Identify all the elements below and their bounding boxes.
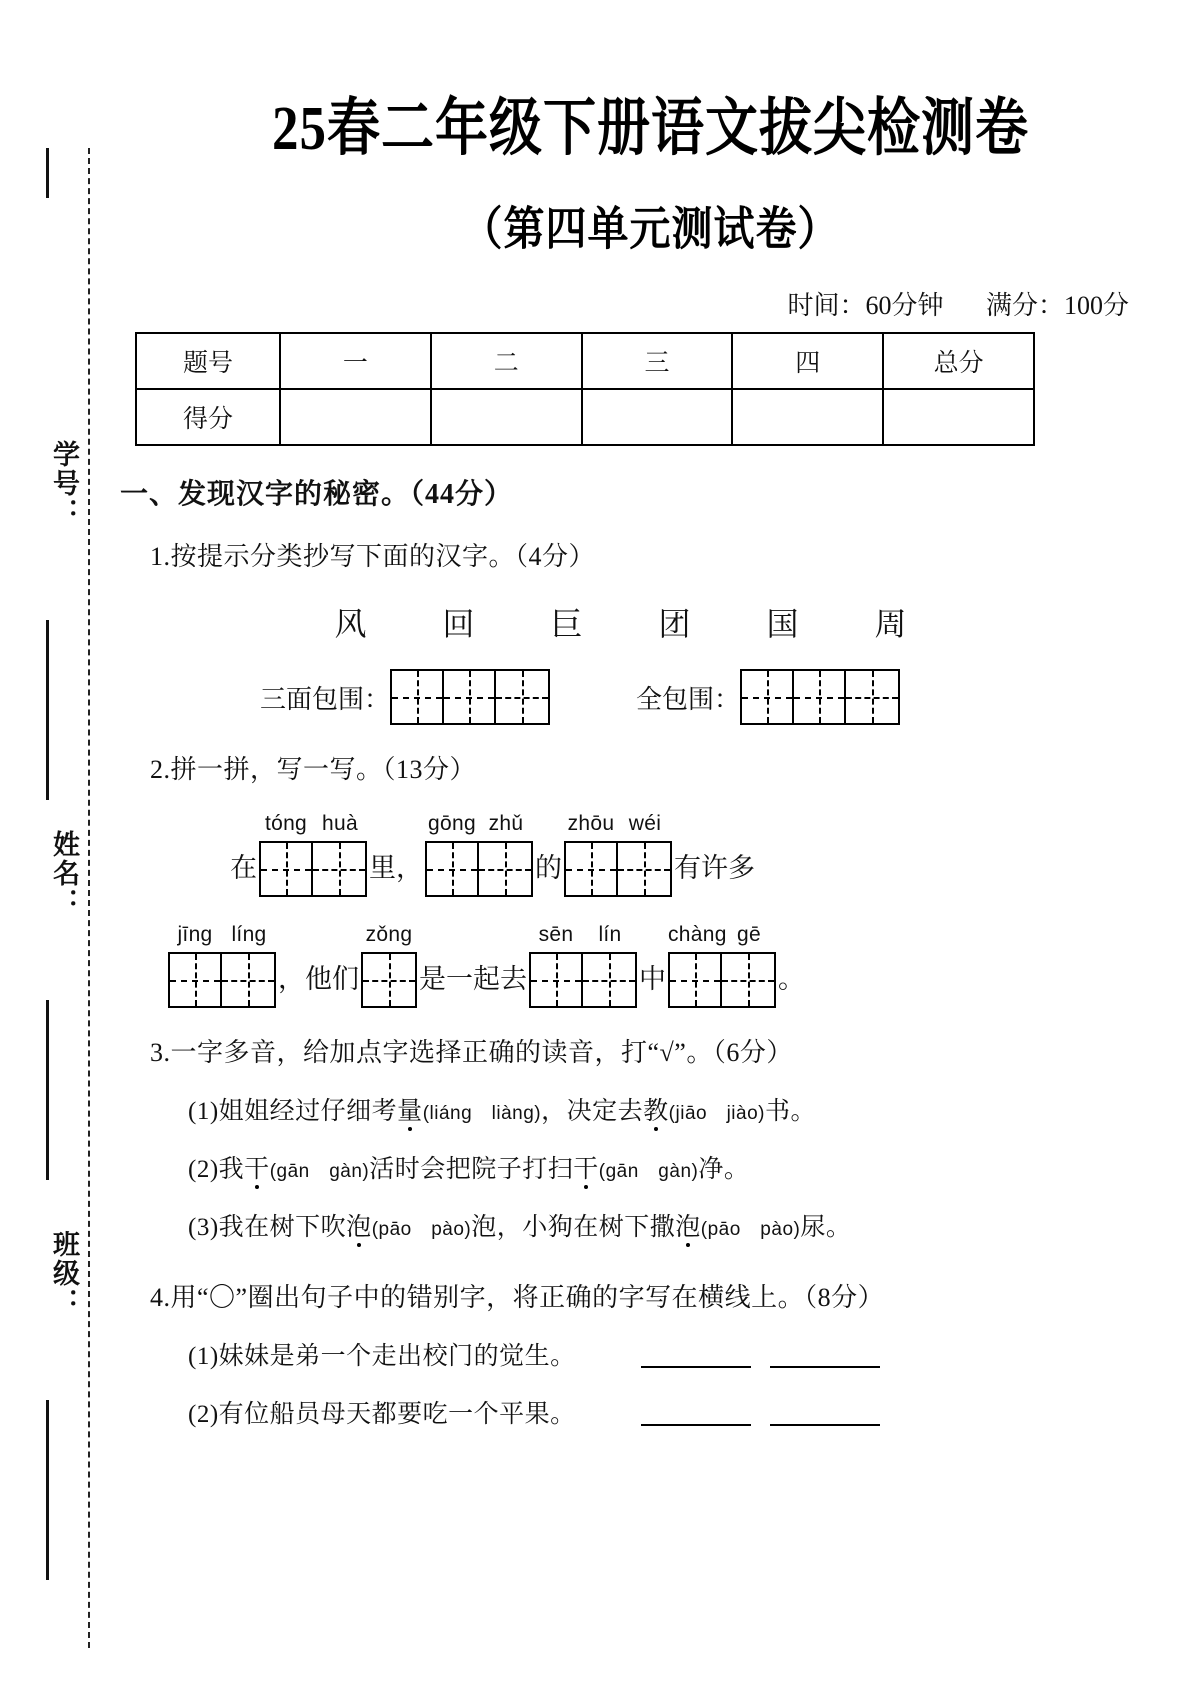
pinyin-unit-gongzhu xyxy=(425,812,533,897)
question-3-text: 一字多音，给加点字选择正确的读音，打“√”。（6分） xyxy=(170,1038,793,1067)
item-index: (3) xyxy=(188,1214,219,1241)
char-item-4: 国 xyxy=(766,606,799,642)
group-label-three-side: 三面包围： xyxy=(260,684,391,714)
item-index: (2) xyxy=(188,1401,219,1428)
tianzige-grid-tonghua[interactable] xyxy=(259,841,367,897)
item-text: 活时会把院子打扫 xyxy=(369,1156,574,1183)
item-text: 我在树下吹 xyxy=(218,1214,347,1241)
item-text: 我 xyxy=(218,1156,245,1183)
grid-cell[interactable] xyxy=(531,954,583,1006)
seal-rule-3 xyxy=(46,1400,49,1580)
tianzige-grid-zong[interactable] xyxy=(361,952,417,1008)
group-full-enclosure xyxy=(636,669,900,725)
exam-meta xyxy=(110,285,1129,322)
score-cell-4[interactable] xyxy=(883,389,1034,445)
question-1-answer-row xyxy=(260,669,1191,725)
grid-cell[interactable] xyxy=(722,954,774,1006)
grid-cell[interactable] xyxy=(583,954,635,1006)
pinyin-syllable: jīng xyxy=(177,923,213,946)
pinyin-options[interactable]: (liáng liàng) xyxy=(422,1103,542,1124)
grid-cell[interactable] xyxy=(479,843,531,895)
char-item-5: 周 xyxy=(874,606,907,642)
line1-after-2: 有许多 xyxy=(674,853,755,883)
question-1-char-list xyxy=(110,599,1191,645)
score-table-col-2: 三 xyxy=(582,333,733,389)
score-cell-0[interactable] xyxy=(280,389,431,445)
score-table xyxy=(135,332,1035,446)
item-index: (2) xyxy=(188,1156,219,1183)
item-index: (1) xyxy=(188,1098,219,1125)
question-4-title xyxy=(150,1277,1191,1314)
pinyin-syllable: lín xyxy=(598,923,622,946)
question-4-number: 4. xyxy=(150,1283,171,1312)
item-text: 有位船员母天都要吃一个平果。 xyxy=(218,1401,576,1428)
pinyin-options[interactable]: (gān gàn) xyxy=(269,1161,370,1182)
question-4-text: 用“〇”圈出句子中的错别字，将正确的字写在横线上。（8分） xyxy=(170,1283,885,1312)
pinyin-syllable: zǒng xyxy=(365,923,413,946)
grid-cell[interactable] xyxy=(427,843,479,895)
dotted-char: 干 xyxy=(244,1156,270,1183)
table-row-scores xyxy=(136,389,1034,445)
pinyin-unit-zhouwei xyxy=(564,812,672,897)
pinyin-text-senlin xyxy=(529,923,637,947)
question-2-number: 2. xyxy=(150,755,171,784)
seal-rule-top xyxy=(46,148,49,198)
line1-lead-text: 在 xyxy=(230,853,257,883)
score-cell-2[interactable] xyxy=(582,389,733,445)
seal-label-name: 姓名： xyxy=(49,830,79,917)
time-label: 时间：60分钟 xyxy=(787,291,944,320)
tianzige-grid-full-enclosure[interactable] xyxy=(740,669,900,725)
score-table-col-3: 四 xyxy=(732,333,883,389)
pinyin-text-gongzhu xyxy=(425,812,533,836)
seal-label-class: 班级： xyxy=(49,1230,79,1317)
page-subtitle: （第四单元测试卷） xyxy=(461,203,840,255)
item-text: 书。 xyxy=(764,1098,816,1125)
question-1-text: 按提示分类抄写下面的汉字。（4分） xyxy=(170,542,596,571)
item-text: 姐姐经过仔细考 xyxy=(218,1098,398,1125)
grid-cell[interactable] xyxy=(363,954,415,1006)
grid-cell[interactable] xyxy=(742,671,794,723)
question-3-number: 3. xyxy=(150,1038,171,1067)
pinyin-options[interactable]: (jiāo jiào) xyxy=(668,1103,765,1124)
grid-cell[interactable] xyxy=(222,954,274,1006)
pinyin-unit-senlin xyxy=(529,923,637,1008)
grid-cell[interactable] xyxy=(444,671,496,723)
grid-cell[interactable] xyxy=(794,671,846,723)
exam-page xyxy=(110,0,1191,1684)
total-score-label: 满分：100分 xyxy=(985,291,1129,320)
line1-after-1: 的 xyxy=(535,853,562,883)
seal-rule-1 xyxy=(46,620,49,800)
pinyin-syllable: sēn xyxy=(538,923,574,946)
answer-blank[interactable] xyxy=(770,1344,880,1368)
pinyin-syllable: tóng xyxy=(264,812,308,835)
pinyin-syllable: líng xyxy=(231,923,267,946)
grid-cell[interactable] xyxy=(670,954,722,1006)
pinyin-unit-tonghua xyxy=(259,812,367,897)
pinyin-syllable: wéi xyxy=(628,812,662,835)
pinyin-syllable: gē xyxy=(737,923,761,946)
question-2-text: 拼一拼，写一写。（13分） xyxy=(170,755,477,784)
char-item-0: 风 xyxy=(334,606,367,642)
tianzige-grid-gongzhu[interactable] xyxy=(425,841,533,897)
question-4-item-2 xyxy=(188,1394,1191,1430)
pinyin-text-changge xyxy=(668,923,776,947)
grid-cell[interactable] xyxy=(261,843,313,895)
seal-rule-2 xyxy=(46,1000,49,1180)
pinyin-syllable: zhǔ xyxy=(488,812,524,835)
question-1-title xyxy=(150,536,1191,573)
line1-after-0: 里， xyxy=(369,853,423,883)
group-label-full-enclosure: 全包围： xyxy=(636,684,741,714)
line2-after-0: ，他们 xyxy=(278,964,359,994)
question-3-title xyxy=(150,1032,1191,1069)
grid-cell[interactable] xyxy=(618,843,670,895)
page-title: 25春二年级下册语文拔尖检测卷 xyxy=(272,94,1029,163)
dotted-char: 泡 xyxy=(675,1214,701,1241)
pinyin-syllable: huà xyxy=(322,812,358,835)
answer-blank[interactable] xyxy=(641,1402,751,1426)
item-index: (1) xyxy=(188,1343,219,1370)
line2-after-2: 中 xyxy=(639,964,666,994)
question-2-title xyxy=(150,749,1191,786)
char-item-3: 团 xyxy=(658,606,691,642)
score-table-col-0: 一 xyxy=(280,333,431,389)
pinyin-text-jingling xyxy=(168,923,276,947)
dotted-char: 量 xyxy=(397,1098,423,1125)
grid-cell[interactable] xyxy=(392,671,444,723)
pinyin-unit-jingling xyxy=(168,923,276,1008)
score-table-row-label-0: 题号 xyxy=(136,333,280,389)
score-cell-1[interactable] xyxy=(431,389,582,445)
question-3-item-3 xyxy=(188,1207,1191,1243)
tianzige-grid-senlin[interactable] xyxy=(529,952,637,1008)
tianzige-grid-changge[interactable] xyxy=(668,952,776,1008)
seal-label-student-id: 学号： xyxy=(49,440,79,527)
pinyin-unit-changge xyxy=(668,923,776,1008)
item-text: 净。 xyxy=(698,1156,750,1183)
tianzige-grid-zhouwei[interactable] xyxy=(564,841,672,897)
section-heading-1: 一、发现汉字的秘密。（44分） xyxy=(120,479,514,510)
pinyin-syllable: zhōu xyxy=(567,812,615,835)
item-text: ，决定去 xyxy=(541,1098,644,1125)
line2-after-3: 。 xyxy=(778,964,805,994)
pinyin-text-zhouwei xyxy=(564,812,672,836)
answer-blank[interactable] xyxy=(770,1402,880,1426)
seal-dashed-line xyxy=(88,148,90,1648)
score-cell-3[interactable] xyxy=(732,389,883,445)
item-text: 泡，小狗在树下撒 xyxy=(471,1214,676,1241)
score-table-row-label-1: 得分 xyxy=(136,389,280,445)
pinyin-text-tonghua xyxy=(259,812,367,836)
pinyin-options[interactable]: (pāo pào) xyxy=(371,1219,472,1240)
pinyin-syllable: gōng xyxy=(428,812,476,835)
pinyin-syllable: chàng xyxy=(668,923,727,946)
line2-after-1: 是一起去 xyxy=(419,964,527,994)
score-table-col-4: 总分 xyxy=(883,333,1034,389)
pinyin-options[interactable]: (pāo pào) xyxy=(700,1219,801,1240)
grid-cell[interactable] xyxy=(496,671,548,723)
dotted-char: 干 xyxy=(573,1156,599,1183)
tianzige-grid-three-side[interactable] xyxy=(390,669,550,725)
dotted-char: 泡 xyxy=(346,1214,372,1241)
question-1-number: 1. xyxy=(150,542,171,571)
score-table-col-1: 二 xyxy=(431,333,582,389)
dotted-char: 教 xyxy=(643,1098,669,1125)
pinyin-options[interactable]: (gān gàn) xyxy=(598,1161,699,1182)
grid-cell[interactable] xyxy=(566,843,618,895)
pinyin-text-zong xyxy=(362,923,416,947)
grid-cell[interactable] xyxy=(170,954,222,1006)
item-text: 尿。 xyxy=(800,1214,852,1241)
char-item-2: 巨 xyxy=(550,606,583,642)
question-2-line-1 xyxy=(110,812,1191,897)
seal-margin xyxy=(0,0,110,1684)
char-item-1: 回 xyxy=(442,606,475,642)
question-3-item-1 xyxy=(188,1091,1191,1127)
item-text: 妹妹是弟一个走出校门的觉生。 xyxy=(218,1343,576,1370)
group-three-side xyxy=(260,669,550,725)
question-3-item-2 xyxy=(188,1149,1191,1185)
question-4-item-1 xyxy=(188,1336,1191,1372)
grid-cell[interactable] xyxy=(846,671,898,723)
answer-blank[interactable] xyxy=(641,1344,751,1368)
grid-cell[interactable] xyxy=(313,843,365,895)
pinyin-unit-zong xyxy=(361,923,417,1008)
table-row-header xyxy=(136,333,1034,389)
question-2-line-2 xyxy=(110,923,1191,1008)
tianzige-grid-jingling[interactable] xyxy=(168,952,276,1008)
